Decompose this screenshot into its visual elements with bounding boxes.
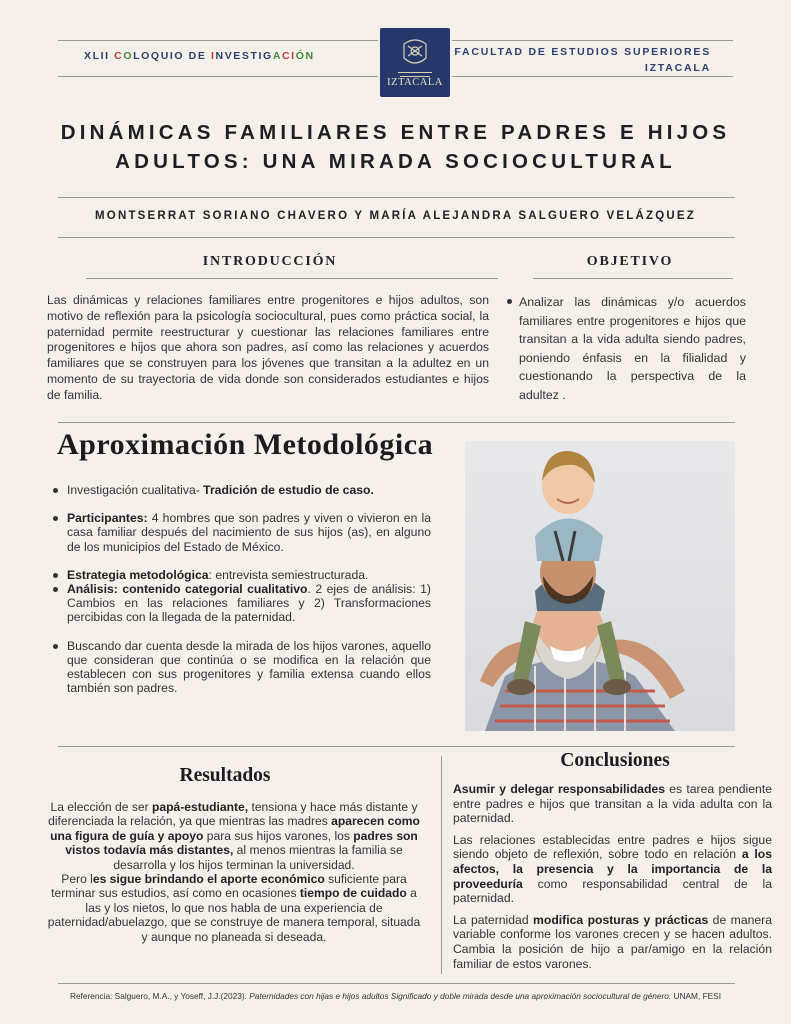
body-text: como responsabilidad central de la paternidad. (453, 876, 772, 906)
body-text: La paternidad (453, 912, 534, 927)
colloquium-segment: NVESTIG (215, 50, 273, 62)
body-text: para sus hijos varones, los (203, 828, 354, 843)
faculty-name (454, 44, 711, 76)
conclusions-text (453, 782, 772, 978)
objective-list (506, 293, 746, 405)
methodology-list (53, 483, 431, 695)
reference-suffix: UNAM, FESI (671, 991, 722, 1001)
column-divider (441, 756, 442, 974)
results-paragraph-1 (46, 800, 422, 872)
introduction-text: Las dinámicas y relaciones familiares entre progenitores e hijos adultos, son motivo de reflexión para la psicología sociocultural, pues como práctica social, la paternidad permite reestructurar y cuestionar las relaciones familiares entre progenitores e hijos que ahora son padres, así como las relaciones y acuerdos familiares que se construyen para los jóvenes que transitan a la adultez en un momento de su trayectoria de vida donde son considerados estudiantes e hijos de familia. (47, 293, 489, 402)
body-text: a las y los nietos, lo que nos habla de una experiencia de paternidad/abuelazgo, que se construye de manera temporal, situada y aunque no planeada si deseada. (47, 886, 421, 944)
title-rule (58, 197, 735, 198)
three-generations-photo-icon (465, 441, 735, 731)
reference (30, 991, 761, 1001)
conclusions-heading: Conclusiones (560, 750, 670, 771)
colloquium-segment: O (123, 50, 134, 62)
colloquium-segment: ÓN (295, 50, 315, 62)
body-text: Las relaciones establecidas entre padres e hijos sigue siendo objeto de reflexión, sobre todo en relación (453, 832, 772, 862)
emphasis-text: es sigue brindando el aporte económico (92, 872, 325, 887)
footer-rule (58, 983, 735, 984)
conclusions-paragraph-3 (453, 913, 772, 971)
methodology-item-text: 4 hombres que son padres y viven o vivieron en la casa familiar después del nacimiento de sus hijos (as), en alguno de los municipios del Estado de México. (67, 511, 431, 554)
introduction-heading: INTRODUCCIÓN (202, 254, 338, 269)
unam-logo (380, 28, 450, 97)
colloquium-name (84, 50, 315, 62)
objective-item: Analizar las dinámicas y/o acuerdos familiares entre progenitores e hijos que transitan a la vida adulta siendo padres, poniendo énfasis en la filialidad y cuestionando la perspectiva de la adultez . (506, 293, 746, 405)
introduction-rule (86, 278, 498, 279)
methodology-item (53, 483, 431, 497)
header-top-rule-right (452, 40, 733, 41)
methodology-item (53, 568, 431, 582)
methodology-item-text: Investigación cualitativa- (67, 483, 204, 497)
colloquium-segment: I (210, 50, 216, 62)
methodology-item-bold: Tradición de estudio de caso. (203, 483, 374, 497)
body-text: al menos mientras la familia se desarrolla y los hijos terminan la universidad. (113, 843, 403, 872)
objective-heading: OBJETIVO (586, 254, 674, 269)
header-bottom-rule-right (452, 76, 733, 77)
colloquium-segment: LOQUIO DE (133, 50, 211, 62)
page-title: DINÁMICAS FAMILIARES ENTRE PADRES E HIJOS ADULTOS: UNA MIRADA SOCIOCULTURAL (60, 121, 731, 173)
results-paragraph-2 (46, 872, 422, 944)
header-top-rule (58, 40, 378, 41)
methodology-heading: Aproximación Metodológica (57, 428, 434, 461)
methodology-item-bold: Estrategia metodológica (67, 567, 209, 582)
authors: MONTSERRAT SORIANO CHAVERO Y MARÍA ALEJANDRA SALGUERO VELÁZQUEZ (95, 210, 696, 222)
faculty-line-1: FACULTAD DE ESTUDIOS SUPERIORES (454, 46, 711, 58)
reference-title: Paternidades con hijas e hijos adultos Significado y doble mirada desde una aproximación sociocultural de género. (249, 991, 672, 1001)
emphasis-text: papá-estudiante, (151, 800, 249, 814)
methodology-item-bold: Participantes: (67, 511, 148, 526)
emphasis-text: Asumir y delegar responsabilidades (453, 782, 665, 796)
faculty-line-2: IZTACALA (644, 62, 711, 74)
colloquium-segment: XLII (84, 50, 115, 62)
emphasis-text: a los afectos, la presencia y la importancia de la proveeduría (453, 847, 772, 891)
body-text: Pero l (61, 872, 93, 887)
body-text: suficiente para terminar sus estudios, así como en ocasiones (51, 872, 407, 901)
authors-rule (58, 237, 735, 238)
methodology-item-bold: Análisis: contenido categorial cualitativo (67, 582, 308, 597)
results-heading: Resultados (179, 765, 271, 786)
lower-divider (58, 746, 735, 747)
section-divider (58, 422, 735, 423)
conclusions-paragraph-1 (453, 782, 772, 826)
body-text: tensiona y hace más distante y diferenciada la relación, ya que mientras las madres (48, 800, 418, 829)
objective-rule (533, 278, 733, 279)
methodology-item (53, 582, 431, 625)
methodology-item-text: : entrevista semiestructurada. (208, 567, 369, 582)
reference-prefix: Referencia: Salguero, M.A., y Yoseff, J.J.(2023). (69, 991, 250, 1001)
methodology-item-text: . 2 ejes de análisis: 1) Cambios en las relaciones familiares y 2) Transformaciones percibidas con la llegada de la paternidad. (67, 582, 431, 625)
colloquium-segment: CI (282, 50, 296, 62)
body-text: de manera variable conforme los varones crecen y se hacen adultos. Cambia la posición de hijo a par/amigo en la relación familiar de estos varones. (453, 912, 772, 971)
methodology-item (53, 639, 431, 696)
results-text (46, 800, 422, 944)
colloquium-segment: C (114, 50, 124, 62)
body-text: La elección de ser (50, 800, 152, 814)
header-bottom-rule (58, 76, 378, 77)
emphasis-text: padres son vistos todavía más distantes, (65, 828, 418, 858)
family-photo (465, 441, 735, 731)
methodology-item (53, 511, 431, 554)
emphasis-text: modifica posturas y prácticas (533, 912, 709, 927)
emphasis-text: tiempo de cuidado (299, 886, 407, 901)
logo-text: IZTACALA (387, 77, 443, 88)
conclusions-paragraph-2 (453, 833, 772, 906)
methodology-item-text: Buscando dar cuenta desde la mirada de los hijos varones, aquello que consideran que continúa o se modifica en la relación que establecen con sus progenitores y familia extensa cuando ellos también son padres. (67, 638, 431, 696)
emphasis-text: aparecen como una figura de guía y apoyo (50, 814, 420, 843)
body-text: es tarea pendiente entre padres e hijos que transitan a la vida adulta con la paternidad. (453, 782, 772, 826)
colloquium-segment: A (272, 50, 282, 62)
